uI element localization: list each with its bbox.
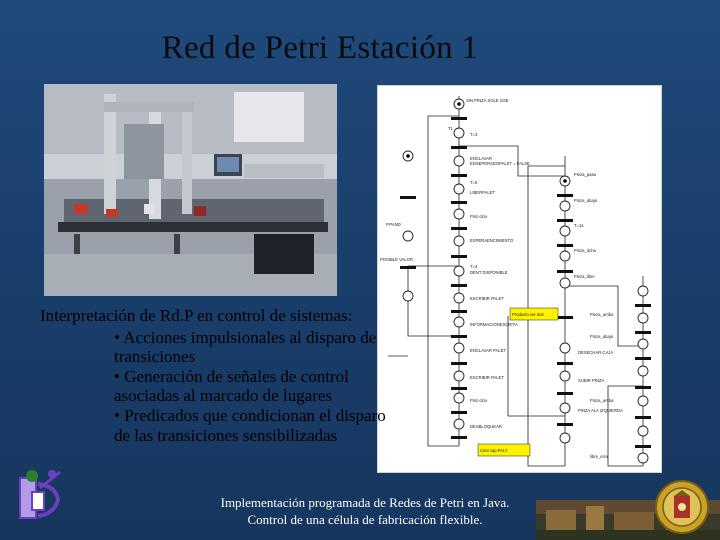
footer-line: Implementación programada de Redes de Petri en Java.: [220, 495, 510, 510]
svg-text:DESBLOQUEAR: DESBLOQUEAR: [470, 424, 502, 429]
svg-text:T=1s: T=1s: [574, 223, 584, 228]
svg-text:Pieza_arriba: Pieza_arriba: [590, 312, 614, 317]
svg-text:ESCRIBIR PALET: ESCRIBIR PALET: [470, 375, 504, 380]
svg-text:Pinza_dcha: Pinza_dcha: [574, 248, 596, 253]
svg-text:P.PAND: P.PAND: [386, 222, 401, 227]
station-photo: [44, 84, 337, 296]
petri-net-graphic: [378, 86, 661, 472]
station-photo-image: [44, 84, 337, 296]
svg-text:DESECHAR CAJA: DESECHAR CAJA: [578, 350, 614, 355]
svg-text:ESCRIBIR PALET: ESCRIBIR PALET: [470, 296, 504, 301]
svg-text:Pinz.cibo: Pinz.cibo: [470, 214, 487, 219]
svg-text:LIBERPALET: LIBERPALET: [470, 190, 496, 195]
footer-line: Control de una célula de fabricación flexible.: [247, 512, 483, 527]
svg-text:ENCLAVAR PALET: ENCLAVAR PALET: [470, 348, 507, 353]
svg-text:Pieza_libre: Pieza_libre: [574, 274, 595, 279]
university-crest-icon: [654, 478, 710, 536]
svg-text:SUBIR PINZA: SUBIR PINZA: [578, 378, 605, 383]
bullet-item: • Predicados que condicionan el disparo de las transiciones sensibilizadas: [114, 405, 386, 445]
svg-text:libre_erra: libre_erra: [590, 454, 608, 459]
svg-text:Cirel cap PALT: Cirel cap PALT: [480, 448, 508, 453]
body-text: [40, 306, 400, 445]
page-title: Red de Petri Estación 1: [161, 30, 479, 66]
logo-figure-icon: [18, 468, 64, 524]
svg-text:Pinz.cibo: Pinz.cibo: [470, 398, 487, 403]
svg-text:ENSEPERADOPALET = FALSE: ENSEPERADOPALET = FALSE: [470, 161, 530, 166]
svg-text:INFORMACIONESCRITA: INFORMACIONESCRITA: [470, 322, 518, 327]
svg-text:PINZA ALA IZQUIERDA: PINZA ALA IZQUIERDA: [578, 408, 623, 413]
svg-text:Producto ver don: Producto ver don: [512, 312, 544, 317]
svg-text:SIN PINZA SOLE GSE: SIN PINZA SOLE GSE: [466, 98, 509, 103]
svg-text:ESPERAENCIMIENTO: ESPERAENCIMIENTO: [470, 238, 514, 243]
svg-text:Pinza_arriba: Pinza_arriba: [590, 398, 614, 403]
bullet-item: • Generación de señales de control asociadas al marcado de lugares: [114, 366, 349, 406]
svg-text:Pinza_abajo: Pinza_abajo: [590, 334, 614, 339]
svg-text:T=3: T=3: [470, 132, 478, 137]
svg-text:Pinza_abajo: Pinza_abajo: [574, 198, 598, 203]
svg-text:T1: T1: [448, 126, 453, 131]
svg-text:Pieza_pasa: Pieza_pasa: [574, 172, 596, 177]
intro-text: Interpretación de Rd.P en control de sistemas:: [40, 306, 353, 325]
bullet-item: • Acciones impulsionales al disparo de transiciones: [114, 327, 377, 367]
footer: [190, 494, 540, 528]
petri-net-diagram: [377, 85, 662, 473]
svg-text:T=4: T=4: [470, 264, 478, 269]
svg-text:ENCLAVAR: ENCLAVAR: [470, 156, 492, 161]
svg-text:POSIBLE VALOR: POSIBLE VALOR: [380, 257, 413, 262]
svg-text:DENT DISPONIBLE: DENT DISPONIBLE: [470, 270, 508, 275]
svg-text:T=5: T=5: [470, 180, 478, 185]
